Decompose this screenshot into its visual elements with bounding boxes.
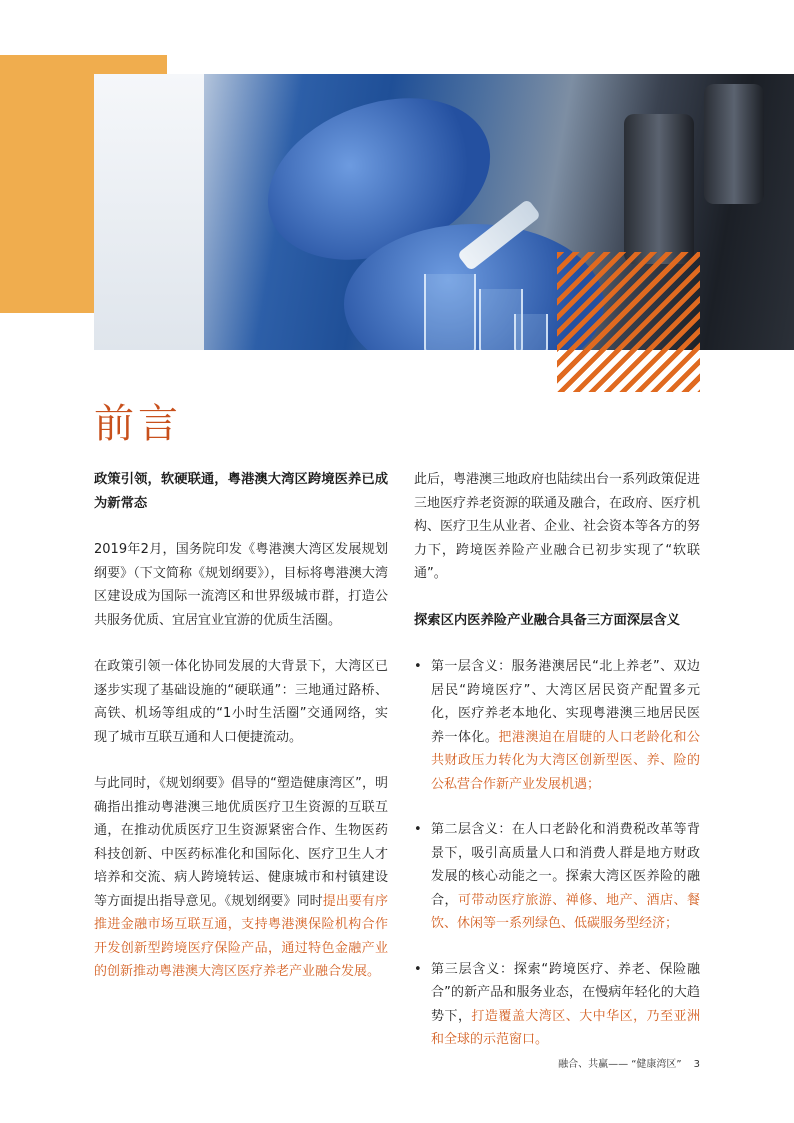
bullet-icon: • [414,659,422,674]
list-item-highlight: 打造覆盖大湾区、大中华区，乃至亚洲和全球的示范窗口。 [431,1008,700,1047]
footer-text: 融合、共赢—— “健康湾区” [558,1059,682,1070]
list-item-text: 第二层含义：在人口老龄化和消费税改革等背景下，吸引高质量人口和消费人群是地方财政发展的核心动能之一。探索大湾区医养险的融合， [431,822,700,908]
left-subtitle: 政策引领，软硬联通，粤港澳大湾区跨境医养已成为新常态 [94,472,388,511]
right-paragraph-1: 此后，粤港澳三地政府也陆续出台一系列政策促进三地医疗养老资源的联通及融合，在政府、医疗机构、医疗卫生从业者、企业、社会资本等各方的努力下，跨境医养险产业融合已初步实现了“软联通”。 [414,472,701,581]
list-item-highlight: 把港澳迫在眉睫的人口老龄化和公共财政压力转化为大湾区创新型医、养、险的公私营合作新产业发展机遇； [431,729,700,792]
list-item-text: 第一层含义：服务港澳居民“北上养老”、双边居民“跨境医疗”、大湾区居民资产配置多元化，医疗养老本地化、实现粤港澳三地居民医养一体化。 [431,659,700,745]
microscope-shape-2 [704,84,764,204]
right-column [414,468,700,1074]
page-footer [558,1055,700,1070]
left-paragraph-3 [94,772,388,984]
right-subtitle: 探索区内医养险产业融合具备三方面深层含义 [414,612,680,628]
list-item-text: 第三层含义：探索“跨境医疗、养老、保险融合”的新产品和服务业态，在慢病年轻化的大趋势下， [431,961,700,1024]
lab-coat-shape [94,74,204,350]
list-item [414,655,700,796]
decorative-stripes [557,252,700,392]
beaker-shape-1 [424,274,476,350]
bullet-icon: • [414,961,422,977]
list-item-highlight: 可带动医疗旅游、禅修、地产、酒店、餐饮、休闲等一系列绿色、低碳服务型经济； [431,892,700,931]
page-number: 3 [693,1059,700,1070]
beaker-shape-3 [514,314,548,350]
left-paragraph-3-highlight: 提出要有序推进金融市场互联互通，支持粤港澳保险机构合作开发创新型跨境医疗保险产品，通过特色金融产业的创新推动粤港澳大湾区医疗养老产业融合发展。 [94,893,388,979]
meaning-list [414,655,700,1052]
list-item [414,818,700,936]
left-paragraph-3-text: 与此同时，《规划纲要》倡导的“塑造健康湾区”，明确指出推动粤港澳三地优质医疗卫生资源的互联互通，在推动优质医疗卫生资源紧密合作、生物医药科技创新、中医药标准化和国际化、医疗卫生人才培养和交流、病人跨境转运、健康城市和村镇建设等方面提出指导意见。《规划纲要》同时 [94,776,388,909]
microscope-shape-1 [624,114,694,264]
left-column [94,468,388,1007]
page-heading: 前言 [94,401,182,447]
bullet-icon: • [414,822,422,837]
left-paragraph-1: 2019年2月，国务院印发《粤港澳大湾区发展规划纲要》（下文简称《规划纲要》），目标将粤港澳大湾区建设成为国际一流湾区和世界级城市群，打造公共服务优质、宜居宜业宜游的优质生活圈。 [94,542,388,628]
left-paragraph-2: 在政策引领一体化协同发展的大背景下，大湾区已逐步实现了基础设施的“硬联通”：三地通过路桥、高铁、机场等组成的“1小时生活圈”交通网络，实现了城市互联互通和人口便捷流动。 [94,659,388,745]
list-item [414,958,700,1052]
